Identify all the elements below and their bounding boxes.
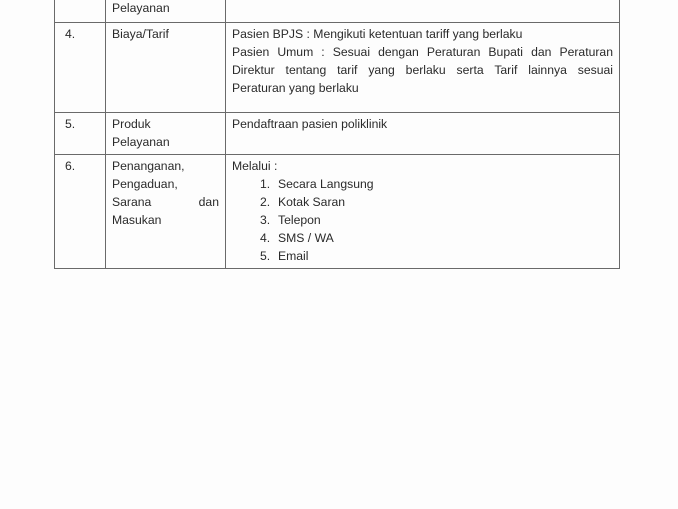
methods-list	[232, 175, 613, 265]
list-item: 2. Kotak Saran	[260, 195, 346, 209]
row-label	[106, 113, 226, 155]
row-label-line: Produk	[112, 117, 151, 131]
tariff-line: Direktur tentang tarif yang berlaku serta Tarif lainnya sesuai	[232, 63, 613, 77]
row-content	[226, 23, 620, 113]
tariff-line: Pasien Umum : Sesuai dengan Peraturan Bupati dan Peraturan	[232, 45, 613, 59]
row-label	[106, 0, 226, 23]
row-number: 4.	[55, 23, 106, 113]
table-row	[55, 23, 620, 113]
row-number	[55, 0, 106, 23]
row-content	[226, 155, 620, 269]
row-number: 5.	[55, 113, 106, 155]
list-item: 3. Telepon	[260, 213, 321, 227]
product-text: Pendaftraan pasien poliklinik	[232, 117, 388, 131]
list-item: 4. SMS / WA	[260, 231, 334, 245]
row-label: Biaya/Tarif	[106, 23, 226, 113]
methods-intro: Melalui :	[232, 159, 278, 173]
table-row	[55, 113, 620, 155]
list-item: 1. Secara Langsung	[260, 177, 374, 191]
row-number: 6.	[55, 155, 106, 269]
row-label	[106, 155, 226, 269]
row-label-line: Pelayanan	[112, 1, 170, 15]
row-label-line: Pengaduan,	[112, 177, 178, 191]
service-standard-table	[54, 0, 620, 269]
row-content	[226, 0, 620, 23]
tariff-line: Peraturan yang berlaku	[232, 81, 359, 95]
row-label-line: Pelayanan	[112, 135, 170, 149]
table-row	[55, 155, 620, 269]
row-label-line: Penanganan,	[112, 159, 185, 173]
tariff-line: Pasien BPJS : Mengikuti ketentuan tariff yang berlaku	[232, 27, 523, 41]
row-label-line: Masukan	[112, 213, 162, 227]
row-content	[226, 113, 620, 155]
row-label-line: Sarana dan	[112, 195, 219, 209]
table-row	[55, 0, 620, 23]
list-item: 5. Email	[260, 249, 309, 263]
